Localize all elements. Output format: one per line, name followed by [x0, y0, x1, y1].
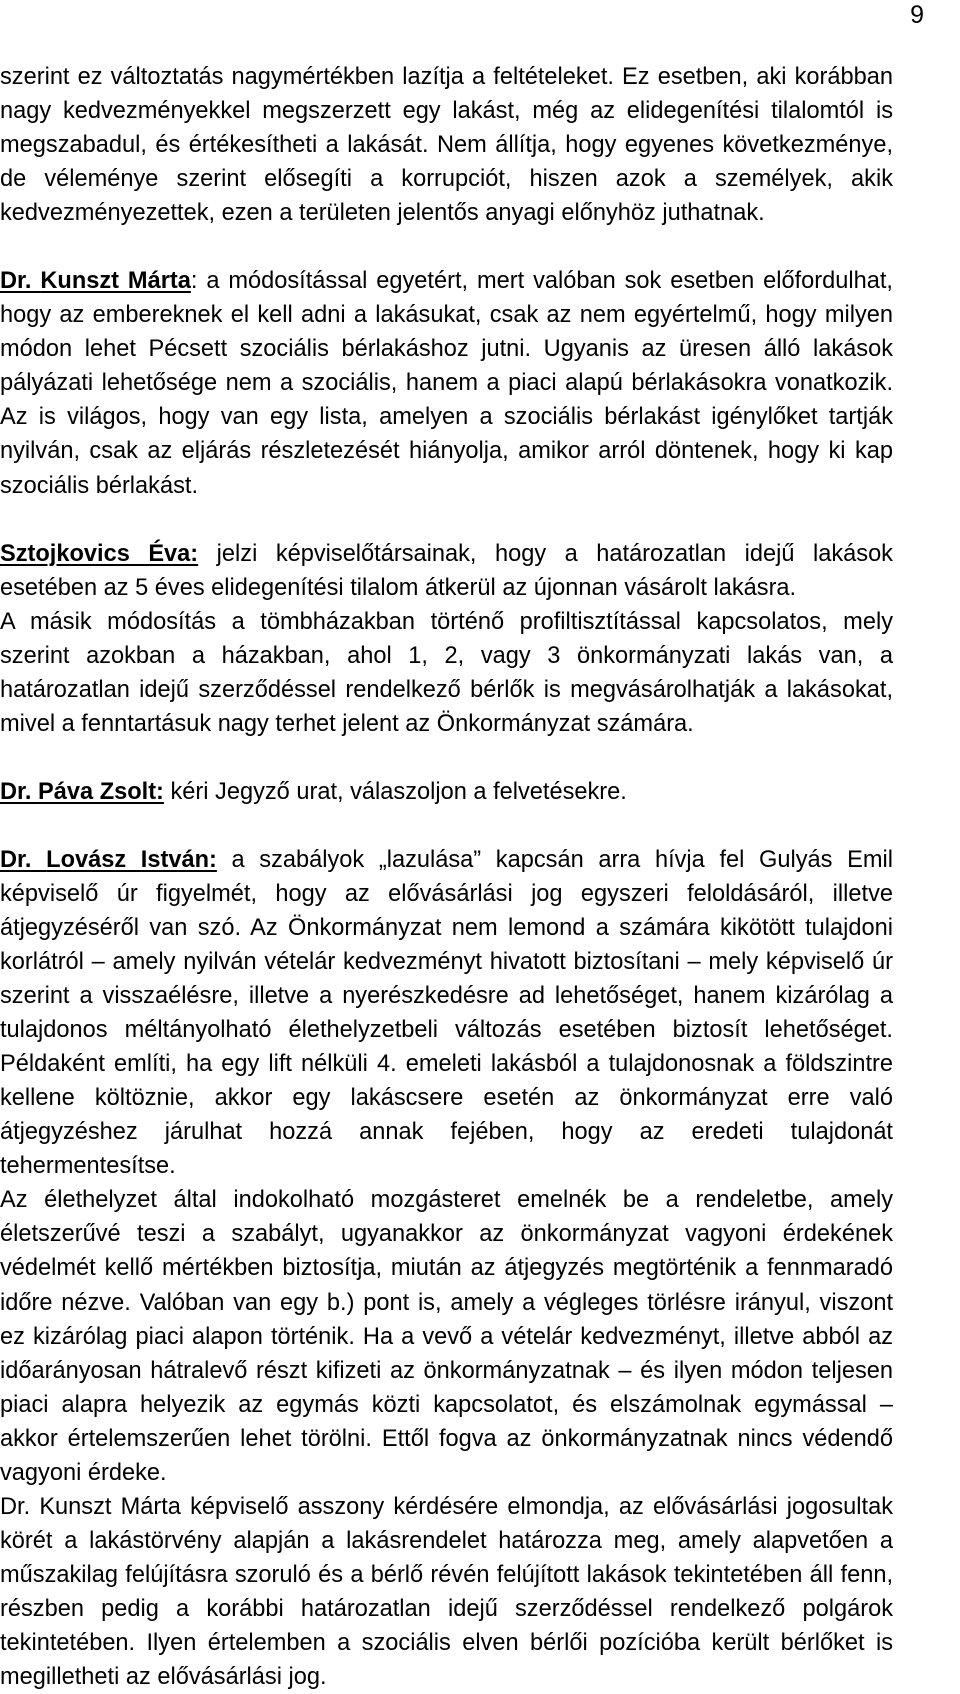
- speaker-title: Dr.: [0, 778, 32, 805]
- paragraph-8-text: Dr. Kunszt Márta képviselő asszony kérdésére elmondja, az elővásárlási jogosultak körét a lakástörvény alapján a lakásrendelet határozza meg, amely alapvetően a műszakilag felújításra szoruló és a bérlő révén felújított lakások tekintetében áll fenn, részben pedig a korábbi határozatlan idejű szerződéssel rendelkező polgárok tekintetében. Ilyen értelemben a szociális elven bérlői pozícióba került bérlőket is megilletheti az elővásárlási jog.: [0, 1493, 893, 1691]
- speaker-name: Kunszt Márta: [40, 268, 191, 295]
- document-body: [0, 60, 893, 1694]
- paragraph-6: [0, 843, 893, 1183]
- speaker-pava: [0, 779, 164, 805]
- speaker-name: Lovász István:: [46, 846, 217, 873]
- speaker-title: Dr.: [0, 268, 32, 295]
- paragraph-8: [0, 1490, 893, 1694]
- paragraph-4: [0, 605, 893, 741]
- paragraph-6-text: a szabályok „lazulása” kapcsán arra hívja fel Gulyás Emil képviselő úr figyelmét, hogy az elővásárlási jog egyszeri feloldásáról, illetve átjegyzéséről van szó. Az Önkormányzat nem lemond a számára kikötött tulajdoni korlátról – amely nyilván vételár kedvezményt hivatott biztosítani – mely képviselő úr szerint a visszaélésre, illetve a nyerészkedésre ad lehetőséget, hanem kizárólag a tulajdonos méltányolható élethelyzetbeli változás esetében biztosít lehetőséget. Példaként említi, ha egy lift nélküli 4. emeleti lakásból a tulajdonosnak a földszintre kellene költöznie, akkor egy lakáscsere esetén az önkormányzat erre való átjegyzéshez járulhat hozzá annak fejében, hogy az eredeti tulajdonát tehermentesítse.: [0, 846, 893, 1180]
- paragraph-1: [0, 60, 893, 230]
- speaker-sztojkovics: Sztojkovics Éva:: [0, 540, 199, 567]
- paragraph-7: [0, 1183, 893, 1489]
- speaker-lovasz: [0, 847, 217, 873]
- speaker-title: Dr.: [0, 846, 32, 873]
- paragraph-5-text: kéri Jegyző urat, válaszoljon a felvetésekre.: [163, 778, 627, 805]
- paragraph-3-text: jelzi képviselőtársainak, hogy a határozatlan idejű lakások esetében az 5 éves elidegenítési tilalom átkerül az újonnan vásárolt lakásra.: [0, 540, 893, 601]
- paragraph-2-text: : a módosítással egyetért, mert valóban sok esetben előfordulhat, hogy az embereknek el kell adni a lakásukat, csak az nem egyértelmű, hogy milyen módon lehet Pécsett szociális bérlakáshoz jutni. Ugyanis az üresen álló lakások pályázati lehetősége nem a szociális, hanem a piaci alapú bérlakásokra vonatkozik. Az is világos, hogy van egy lista, amelyen a szociális bérlakást igénylőket tartják nyilván, csak az eljárás részletezését hiányolja, amikor arról döntenek, hogy ki kap szociális bérlakást.: [0, 268, 893, 499]
- paragraph-1-text: szerint ez változtatás nagymértékben lazítja a feltételeket. Ez esetben, aki korábban nagy kedvezményekkel megszerzett egy lakást, még az elidegenítési tilalomtól is megszabadul, és értékesítheti a lakását. Nem állítja, hogy egyenes következménye, de véleménye szerint elősegíti a korrupciót, hiszen azok a személyek, akik kedvezményezettek, ezen a területen jelentős anyagi előnyhöz juthatnak.: [0, 64, 893, 227]
- paragraph-5: [0, 775, 893, 809]
- page-number: 9: [910, 1, 924, 29]
- speaker-name: Páva Zsolt:: [38, 778, 164, 805]
- paragraph-3: [0, 537, 893, 605]
- paragraph-7-text: Az élethelyzet által indokolható mozgásteret emelnék be a rendeletbe, amely életszerűvé teszi a szabályt, ugyanakkor az önkormányzat vagyoni érdekének védelmét kellő mértékben biztosítja, miután az átjegyzés megtörténik a fennmaradó időre nézve. Valóban van egy b.) pont is, amely a végleges törlésre irányul, viszont ez kizárólag piaci alapon történik. Ha a vevő a vételár kedvezményt, illetve abból az időarányosan hátralevő részt kifizeti az önkormányzatnak – és ilyen módon teljesen piaci alapra helyezik az egymás közti kapcsolatot, és elszámolnak egymással – akkor értelemszerűen lehet törölni. Ettől fogva az önkormányzatnak nincs védendő vagyoni érdeke.: [0, 1187, 893, 1486]
- paragraph-4-text: A másik módosítás a tömbházakban történő profiltisztítással kapcsolatos, mely szerint azokban a házakban, ahol 1, 2, vagy 3 önkormányzati lakás van, a határozatlan idejű szerződéssel rendelkező bérlők is megvásárolhatják a lakásokat, mivel a fenntartásuk nagy terhet jelent az Önkormányzat számára.: [0, 608, 893, 737]
- paragraph-2: [0, 264, 893, 502]
- speaker-kunszt: [0, 268, 191, 294]
